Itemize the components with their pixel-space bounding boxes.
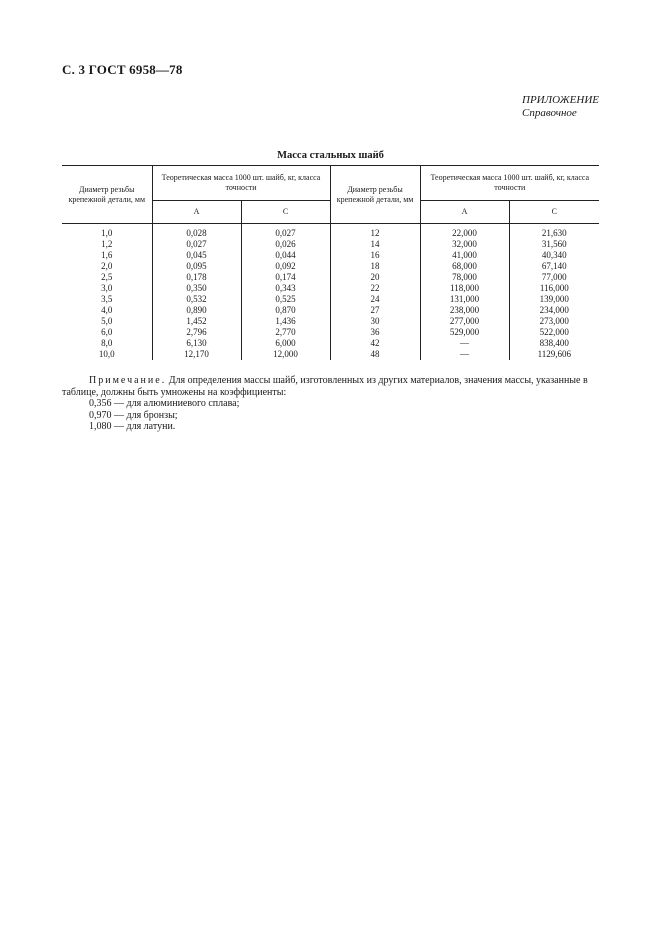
header-class-a-right: А — [420, 201, 509, 224]
cell-diameter-left: 1,2 — [62, 239, 152, 250]
header-class-c-right: С — [509, 201, 599, 224]
cell-mass-a-right: 277,000 — [420, 316, 509, 327]
cell-mass-a-right: — — [420, 338, 509, 349]
cell-diameter-right: 14 — [330, 239, 420, 250]
cell-mass-a-left: 1,452 — [152, 316, 241, 327]
cell-diameter-left: 6,0 — [62, 327, 152, 338]
header-mass-right: Теоретическая масса 1000 шт. шайб, кг, класса точности — [420, 166, 599, 201]
cell-mass-a-left: 0,532 — [152, 294, 241, 305]
cell-mass-a-right: — — [420, 349, 509, 360]
cell-mass-a-left: 6,130 — [152, 338, 241, 349]
cell-mass-c-right: 21,630 — [509, 224, 599, 240]
cell-diameter-right: 48 — [330, 349, 420, 360]
table-row — [62, 224, 599, 240]
cell-mass-a-right: 529,000 — [420, 327, 509, 338]
cell-mass-c-right: 522,000 — [509, 327, 599, 338]
cell-mass-a-right: 32,000 — [420, 239, 509, 250]
cell-mass-c-right: 838,400 — [509, 338, 599, 349]
cell-mass-c-right: 139,000 — [509, 294, 599, 305]
cell-mass-c-left: 0,525 — [241, 294, 330, 305]
table-title: Масса стальных шайб — [277, 150, 384, 161]
cell-mass-c-right: 67,140 — [509, 261, 599, 272]
cell-mass-a-right: 131,000 — [420, 294, 509, 305]
table-row — [62, 349, 599, 360]
table-row — [62, 294, 599, 305]
cell-diameter-right: 18 — [330, 261, 420, 272]
table-row — [62, 239, 599, 250]
cell-mass-a-left: 0,178 — [152, 272, 241, 283]
cell-mass-c-right: 1129,606 — [509, 349, 599, 360]
cell-mass-c-left: 1,436 — [241, 316, 330, 327]
cell-diameter-right: 30 — [330, 316, 420, 327]
header-mass-left: Теоретическая масса 1000 шт. шайб, кг, класса точности — [152, 166, 330, 201]
table-row — [62, 316, 599, 327]
cell-mass-a-right: 68,000 — [420, 261, 509, 272]
appendix-label — [522, 94, 599, 120]
cell-mass-a-left: 2,796 — [152, 327, 241, 338]
cell-mass-c-right: 234,000 — [509, 305, 599, 316]
cell-mass-a-right: 238,000 — [420, 305, 509, 316]
header-diameter-right: Диаметр резьбы крепежной детали, мм — [330, 166, 420, 224]
cell-mass-c-right: 116,000 — [509, 283, 599, 294]
table-row — [62, 272, 599, 283]
cell-diameter-left: 2,0 — [62, 261, 152, 272]
cell-diameter-right: 12 — [330, 224, 420, 240]
cell-mass-c-left: 0,343 — [241, 283, 330, 294]
cell-mass-c-left: 0,092 — [241, 261, 330, 272]
cell-diameter-right: 22 — [330, 283, 420, 294]
note-item: 0,970 — для бронзы; — [89, 409, 178, 421]
note-paragraph — [62, 375, 602, 398]
cell-mass-a-left: 0,350 — [152, 283, 241, 294]
appendix-title: ПРИЛОЖЕНИЕ — [522, 94, 599, 106]
cell-mass-c-left: 0,174 — [241, 272, 330, 283]
cell-diameter-left: 3,0 — [62, 283, 152, 294]
cell-diameter-left: 1,6 — [62, 250, 152, 261]
table-body — [62, 224, 599, 361]
header-diameter-left: Диаметр резьбы крепежной детали, мм — [62, 166, 152, 224]
note-text: Для определения массы шайб, изготовленных из других материалов, значения массы, указанные в таблице, должны быть умножены на коэффициенты: — [62, 375, 588, 398]
cell-mass-c-left: 6,000 — [241, 338, 330, 349]
cell-diameter-right: 16 — [330, 250, 420, 261]
note-block — [62, 375, 602, 433]
cell-diameter-left: 5,0 — [62, 316, 152, 327]
table-row — [62, 261, 599, 272]
cell-mass-a-right: 41,000 — [420, 250, 509, 261]
table-row — [62, 305, 599, 316]
cell-mass-a-left: 12,170 — [152, 349, 241, 360]
appendix-subtitle: Справочное — [522, 107, 577, 119]
cell-mass-c-left: 0,044 — [241, 250, 330, 261]
cell-diameter-left: 1,0 — [62, 224, 152, 240]
cell-mass-c-right: 40,340 — [509, 250, 599, 261]
cell-mass-a-right: 118,000 — [420, 283, 509, 294]
mass-table-container — [62, 165, 599, 360]
cell-mass-c-right: 31,560 — [509, 239, 599, 250]
cell-diameter-right: 42 — [330, 338, 420, 349]
table-row — [62, 338, 599, 349]
cell-mass-c-left: 12,000 — [241, 349, 330, 360]
cell-mass-a-left: 0,027 — [152, 239, 241, 250]
table-row — [62, 250, 599, 261]
cell-mass-a-right: 78,000 — [420, 272, 509, 283]
table-row — [62, 327, 599, 338]
cell-mass-c-right: 77,000 — [509, 272, 599, 283]
cell-diameter-right: 24 — [330, 294, 420, 305]
cell-diameter-right: 36 — [330, 327, 420, 338]
cell-diameter-left: 10,0 — [62, 349, 152, 360]
cell-diameter-left: 8,0 — [62, 338, 152, 349]
cell-mass-a-left: 0,028 — [152, 224, 241, 240]
cell-mass-a-left: 0,095 — [152, 261, 241, 272]
note-item: 1,080 — для латуни. — [89, 421, 176, 432]
cell-mass-a-left: 0,045 — [152, 250, 241, 261]
cell-mass-c-left: 2,770 — [241, 327, 330, 338]
table-row — [62, 283, 599, 294]
cell-mass-c-left: 0,870 — [241, 305, 330, 316]
cell-mass-c-left: 0,026 — [241, 239, 330, 250]
header-class-c-left: С — [241, 201, 330, 224]
note-item: 0,356 — для алюминиевого сплава; — [89, 398, 240, 409]
cell-diameter-right: 27 — [330, 305, 420, 316]
mass-table — [62, 165, 599, 360]
note-label: Примечание. — [89, 375, 167, 386]
cell-diameter-right: 20 — [330, 272, 420, 283]
page-header: С. 3 ГОСТ 6958—78 — [62, 62, 183, 77]
cell-mass-a-left: 0,890 — [152, 305, 241, 316]
cell-mass-a-right: 22,000 — [420, 224, 509, 240]
cell-mass-c-right: 273,000 — [509, 316, 599, 327]
header-class-a-left: А — [152, 201, 241, 224]
cell-diameter-left: 4,0 — [62, 305, 152, 316]
cell-diameter-left: 3,5 — [62, 294, 152, 305]
cell-diameter-left: 2,5 — [62, 272, 152, 283]
cell-mass-c-left: 0,027 — [241, 224, 330, 240]
